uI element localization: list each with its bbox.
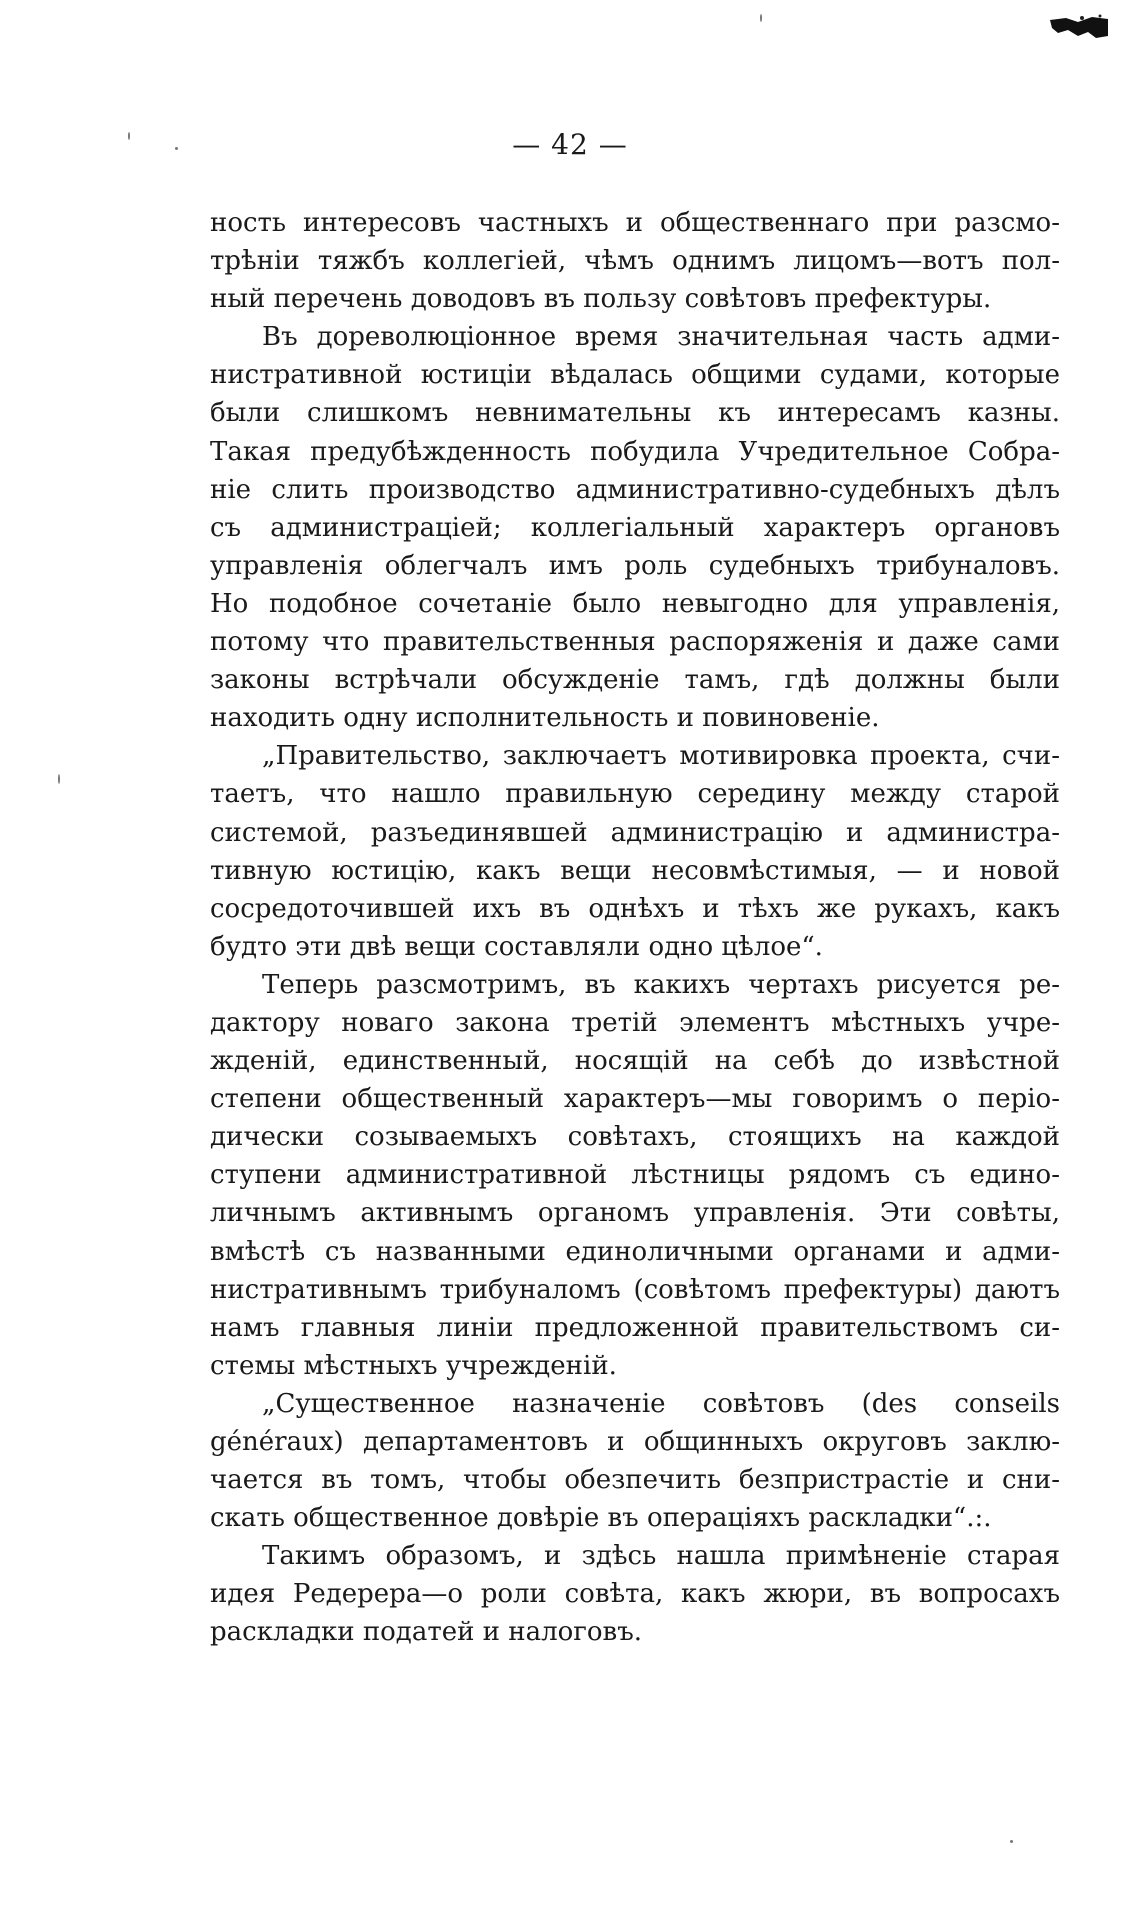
- speck: [58, 774, 60, 784]
- text-line: ступени административной лѣстницы рядомъ съ едино-: [210, 1160, 1060, 1191]
- text-line: управленія облегчалъ имъ роль судебныхъ трибуналовъ.: [210, 550, 1060, 581]
- text-line: системой, разъединявшей администрацію и администра-: [210, 817, 1060, 848]
- text-line: съ администраціей; коллегіальный характеръ органовъ: [210, 512, 1060, 543]
- speck: [1010, 1840, 1013, 1843]
- ink-smudge-mark: [1048, 14, 1110, 40]
- text-line: ный перечень доводовъ въ пользу совѣтовъ префектуры.: [210, 284, 992, 315]
- text-line: были слишкомъ невнимательны къ интересамъ казны.: [210, 398, 1060, 429]
- text-line: таетъ, что нашло правильную середину между старой: [210, 779, 1060, 810]
- text-line: Теперь разсмотримъ, въ какихъ чертахъ рисуется ре-: [262, 969, 1060, 1000]
- text-line: Въ дореволюціонное время значительная часть адми-: [262, 322, 1060, 353]
- paragraph: [210, 204, 1060, 318]
- paragraph: [210, 966, 1060, 1385]
- text-line: будто эти двѣ вещи составляли одно цѣлое“.: [210, 931, 823, 962]
- text-line: généraux) департаментовъ и общинныхъ округовъ заклю-: [210, 1427, 1060, 1457]
- paragraph: [210, 1537, 1060, 1651]
- text-line: Такая предубѣжденность побудила Учредительное Собра-: [210, 436, 1060, 467]
- text-line: чается въ томъ, чтобы обезпечить безпристрастіе и сни-: [210, 1465, 1060, 1496]
- text-line: раскладки податей и налоговъ.: [210, 1617, 642, 1648]
- text-line: ность интересовъ частныхъ и общественнаго при разсмо-: [210, 208, 1060, 238]
- paragraph: [210, 318, 1060, 737]
- text-line: законы встрѣчали обсужденіе тамъ, гдѣ должны были: [210, 665, 1060, 696]
- text-line: ніе слить производство административно-судебныхъ дѣлъ: [210, 474, 1060, 505]
- text-line: Такимъ образомъ, и здѣсь нашла примѣненіе старая: [262, 1541, 1060, 1572]
- text-line: „Существенное назначеніе совѣтовъ (des conseils: [262, 1388, 1060, 1419]
- text-line: дактору новаго закона третій элементъ мѣстныхъ учре-: [210, 1007, 1060, 1038]
- body-text: [210, 204, 1060, 1652]
- text-line: намъ главныя линіи предложенной правительствомъ си-: [210, 1312, 1060, 1343]
- text-line: нистративной юстиціи вѣдалась общими судами, которые: [210, 360, 1060, 391]
- text-line: трѣніи тяжбъ коллегіей, чѣмъ однимъ лицомъ—вотъ пол-: [210, 246, 1060, 277]
- text-line: „Правительство, заключаетъ мотивировка проекта, счи-: [262, 741, 1060, 772]
- text-line: тивную юстицію, какъ вещи несовмѣстимыя, — и новой: [210, 855, 1060, 886]
- text-line: степени общественный характеръ—мы говоримъ о періо-: [210, 1084, 1060, 1115]
- text-line: скать общественное довѣріе въ операціяхъ раскладки“.:.: [210, 1503, 992, 1534]
- text-line: Но подобное сочетаніе было невыгодно для управленія,: [210, 588, 1060, 619]
- page-number: — 42 —: [512, 128, 628, 161]
- text-line: вмѣстѣ съ названными единоличными органами и адми-: [210, 1236, 1060, 1267]
- text-line: потому что правительственныя распоряженія и даже сами: [210, 627, 1060, 658]
- text-line: жденій, единственный, носящій на себѣ до извѣстной: [210, 1046, 1060, 1077]
- text-line: находить одну исполнительность и повиновеніе.: [210, 703, 880, 734]
- text-line: дически созываемыхъ совѣтахъ, стоящихъ на каждой: [210, 1122, 1060, 1153]
- paragraph: [210, 737, 1060, 966]
- text-line: идея Редерера—о роли совѣта, какъ жюри, въ вопросахъ: [210, 1579, 1060, 1610]
- text-line: стемы мѣстныхъ учрежденій.: [210, 1350, 617, 1381]
- text-line: сосредоточившей ихъ въ однѣхъ и тѣхъ же рукахъ, какъ: [210, 893, 1060, 924]
- speck: [760, 14, 762, 22]
- paragraph: [210, 1385, 1060, 1537]
- text-line: личнымъ активнымъ органомъ управленія. Эти совѣты,: [210, 1198, 1060, 1229]
- text-line: нистративнымъ трибуналомъ (совѣтомъ префектуры) даютъ: [210, 1274, 1060, 1305]
